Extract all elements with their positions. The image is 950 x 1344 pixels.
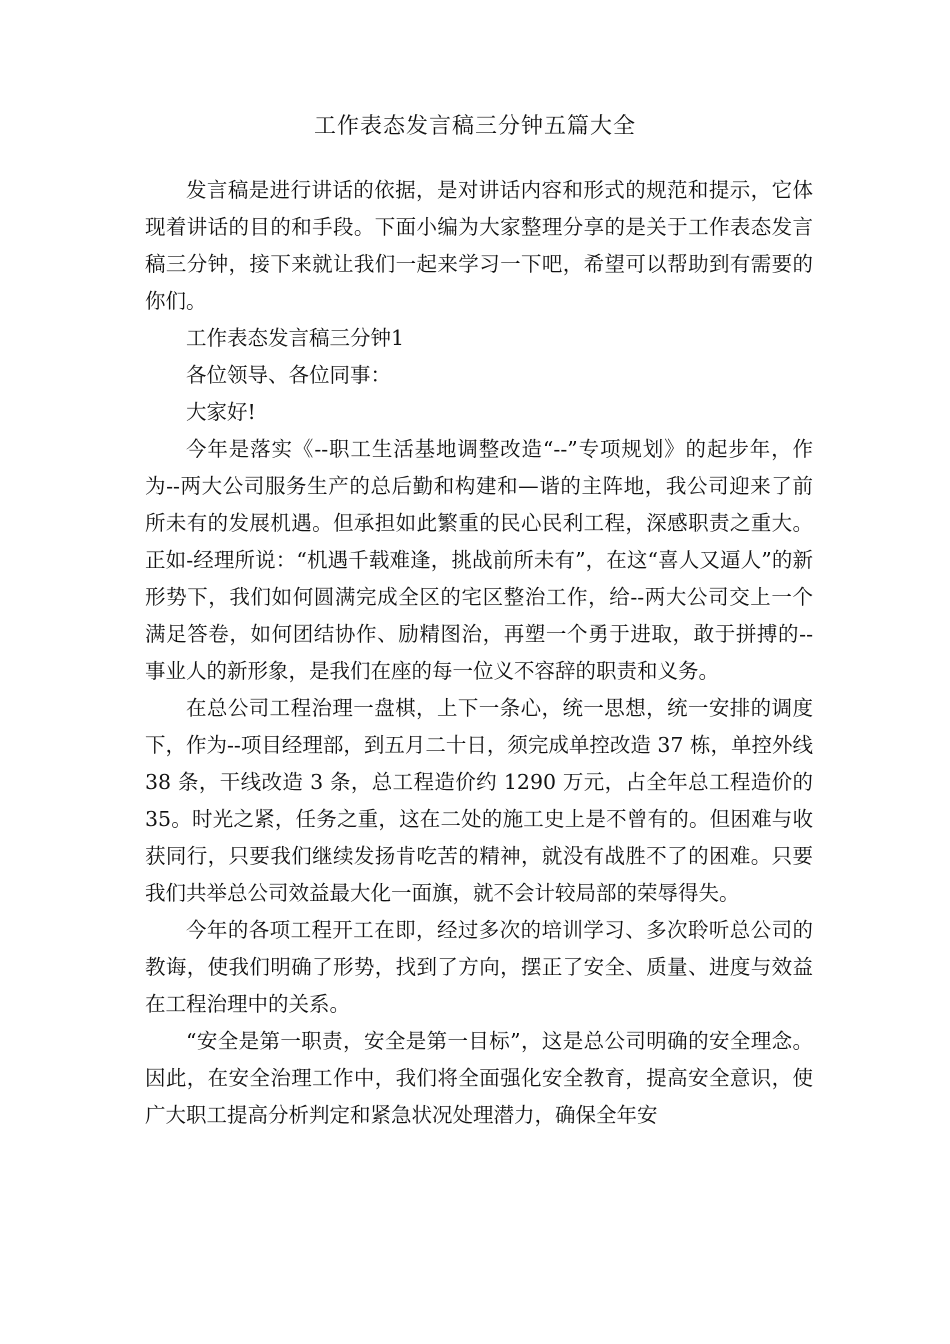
body-paragraph: 在总公司工程治理一盘棋，上下一条心，统一思想，统一安排的调度下，作为--项目经理部，到五月二十日，须完成单控改造 37 栋，单控外线 38 条，干线改造 3 条，总工程造价约 1290 万元，占全年总工程造价的 35。时光之紧，任务之重，这在二处的施工史上是不曾有的。但困难与收获同行，只要我们继续发扬肯吃苦的精神，就没有战胜不了的困难。只要我们共举总公司效益最大化一面旗，就不会计较局部的荣辱得失。 [145, 696, 813, 905]
document-title: 工作表态发言稿三分钟五篇大全 [313, 114, 636, 139]
intro-paragraph: 发言稿是进行讲话的依据，是对讲话内容和形式的规范和提示，它体现着讲话的目的和手段。下面小编为大家整理分享的是关于工作表态发言稿三分钟，接下来就让我们一起来学习一下吧，希望可以帮助到有需要的你们。 [145, 178, 813, 313]
document-body [145, 172, 813, 1134]
greeting: 大家好! [186, 400, 256, 424]
body-paragraph: 今年的各项工程开工在即，经过多次的培训学习、多次聆听总公司的教诲，使我们明确了形势，找到了方向，摆正了安全、质量、进度与效益在工程治理中的关系。 [145, 918, 813, 1016]
body-paragraph: “安全是第一职责，安全是第一目标”，这是总公司明确的安全理念。因此，在安全治理工作中，我们将全面强化安全教育，提高安全意识，使广大职工提高分析判定和紧急状况处理潜力，确保全年安 [145, 1029, 813, 1127]
salutation: 各位领导、各位同事： [186, 363, 391, 387]
section-heading: 工作表态发言稿三分钟1 [186, 326, 405, 350]
body-paragraph: 今年是落实《--职工生活基地调整改造“--”专项规划》的起步年，作为--两大公司服务生产的总后勤和构建和—谐的主阵地，我公司迎来了前所未有的发展机遇。但承担如此繁重的民心民利工程，深感职责之重大。正如-经理所说：“机遇千载难逢，挑战前所未有”，在这“喜人又逼人”的新形势下，我们如何圆满完成全区的宅区整治工作，给--两大公司交上一个满足答卷，如何团结协作、励精图治，再塑一个勇于进取，敢于拼搏的--事业人的新形象，是我们在座的每一位义不容辞的职责和义务。 [145, 437, 813, 683]
